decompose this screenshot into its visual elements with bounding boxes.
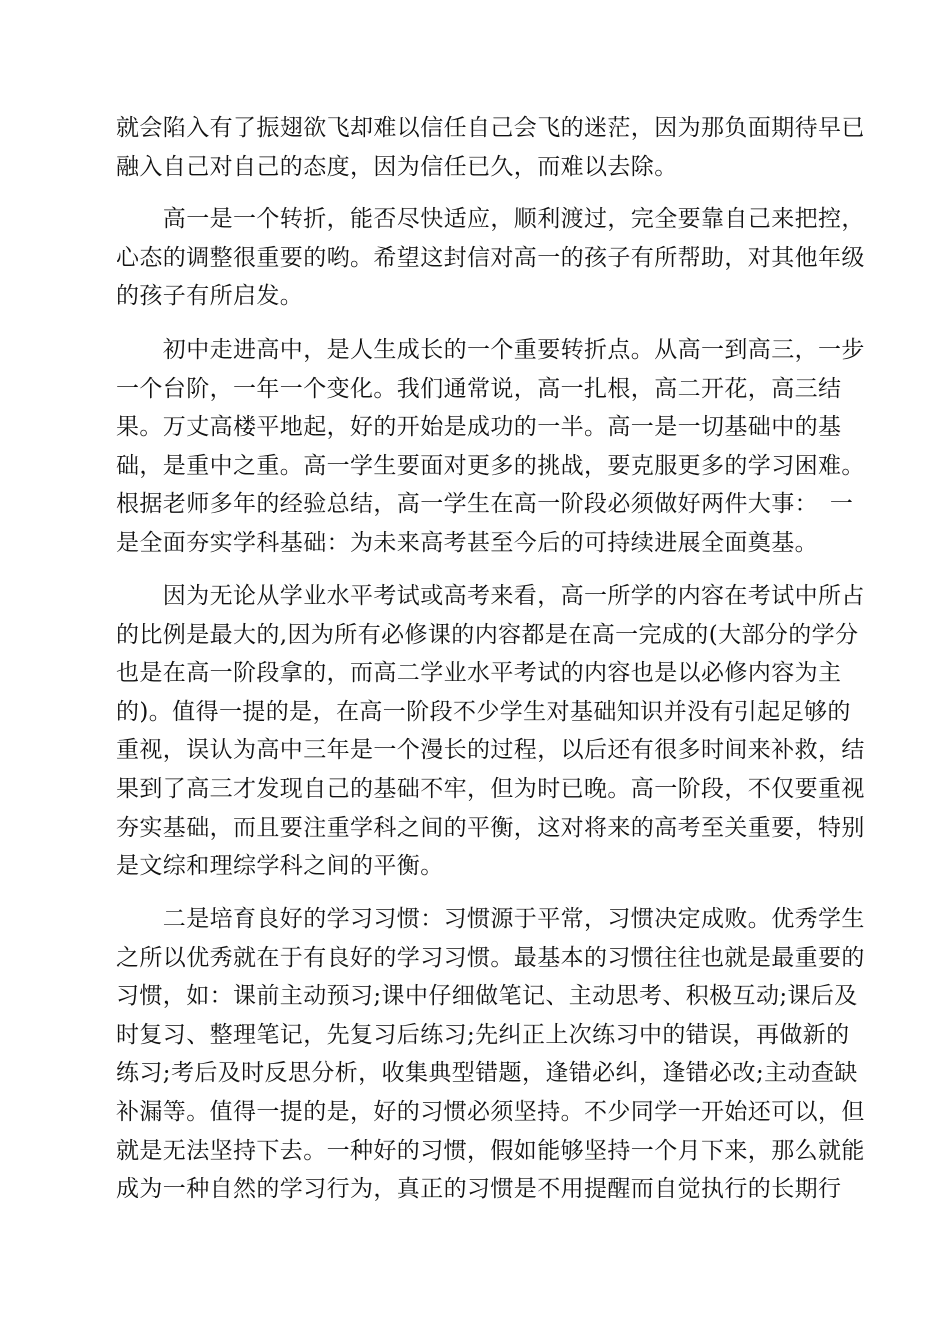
- text-line: 一个台阶，一年一个变化。我们通常说，高一扎根，高二开花，高三结: [116, 375, 842, 402]
- text-line: 心态的调整很重要的哟。希望这封信对高一的孩子有所帮助，对其他年级: [116, 244, 865, 271]
- text-line: 二是培育良好的学习习惯：习惯源于平常，习惯决定成败。优秀学生: [116, 906, 865, 932]
- paragraph-4: [116, 577, 865, 886]
- text-line: 夯实基础，而且要注重学科之间的平衡，这对将来的高考至关重要，特别: [116, 814, 865, 841]
- text-line: 的比例是最大的,因为所有必修课的内容都是在高一完成的(大部分的学分: [116, 621, 859, 648]
- text-line: 根据老师多年的经验总结，高一学生在高一阶段必须做好两件大事： 一: [116, 491, 854, 518]
- text-line: 础，是重中之重。高一学生要面对更多的挑战，要克服更多的学习困难。: [116, 452, 865, 479]
- text-line: 果到了高三才发现自己的基础不牢，但为时已晚。高一阶段，不仅要重视: [116, 775, 865, 802]
- text-line: 练习;考后及时反思分析，收集典型错题，逢错必纠，逢错必改;主动查缺: [116, 1060, 858, 1087]
- text-line: 之所以优秀就在于有良好的学习习惯。最基本的习惯往往也就是最重要的: [116, 944, 865, 971]
- paragraph-1: [116, 109, 865, 186]
- text-line: 融入自己对自己的态度，因为信任已久，而难以去除。: [116, 153, 678, 180]
- text-line: 初中走进高中，是人生成长的一个重要转折点。从高一到高三，一步: [116, 337, 865, 363]
- text-line: 也是在高一阶段拿的，而高二学业水平考试的内容也是以必修内容为主: [116, 660, 842, 687]
- paragraph-3: [116, 331, 865, 563]
- text-line: 的孩子有所启发。: [116, 283, 304, 310]
- text-line: 是文综和理综学科之间的平衡。: [116, 853, 444, 880]
- text-line: 重视，误认为高中三年是一个漫长的过程，以后还有很多时间来补救，结: [116, 737, 865, 764]
- text-line: 高一是一个转折，能否尽快适应，顺利渡过，完全要靠自己来把控，: [116, 206, 865, 232]
- paragraph-2: [116, 200, 865, 316]
- text-line: 补漏等。值得一提的是，好的习惯必须坚持。不少同学一开始还可以，但: [116, 1098, 865, 1125]
- text-line: 就会陷入有了振翅欲飞却难以信任自己会飞的迷茫，因为那负面期待早已: [116, 115, 865, 141]
- text-line: 是全面夯实学科基础：为未来高考甚至今后的可持续进展全面奠基。: [116, 529, 818, 556]
- text-line: 果。万丈高楼平地起，好的开始是成功的一半。高一是一切基础中的基: [116, 414, 842, 441]
- text-line: 成为一种自然的学习行为，真正的习惯是不用提醒而自觉执行的长期行: [116, 1176, 842, 1203]
- text-line: 就是无法坚持下去。一种好的习惯，假如能够坚持一个月下来，那么就能: [116, 1137, 865, 1164]
- text-line: 因为无论从学业水平考试或高考来看，高一所学的内容在考试中所占: [116, 583, 865, 609]
- text-line: 习惯，如：课前主动预习;课中仔细做笔记、主动思考、积极互动;课后及: [116, 983, 858, 1010]
- paragraph-5: [116, 900, 865, 1209]
- text-line: 的)。值得一提的是，在高一阶段不少学生对基础知识并没有引起足够的: [116, 698, 851, 725]
- text-line: 时复习、整理笔记，先复习后练习;先纠正上次练习中的错误，再做新的: [116, 1021, 850, 1048]
